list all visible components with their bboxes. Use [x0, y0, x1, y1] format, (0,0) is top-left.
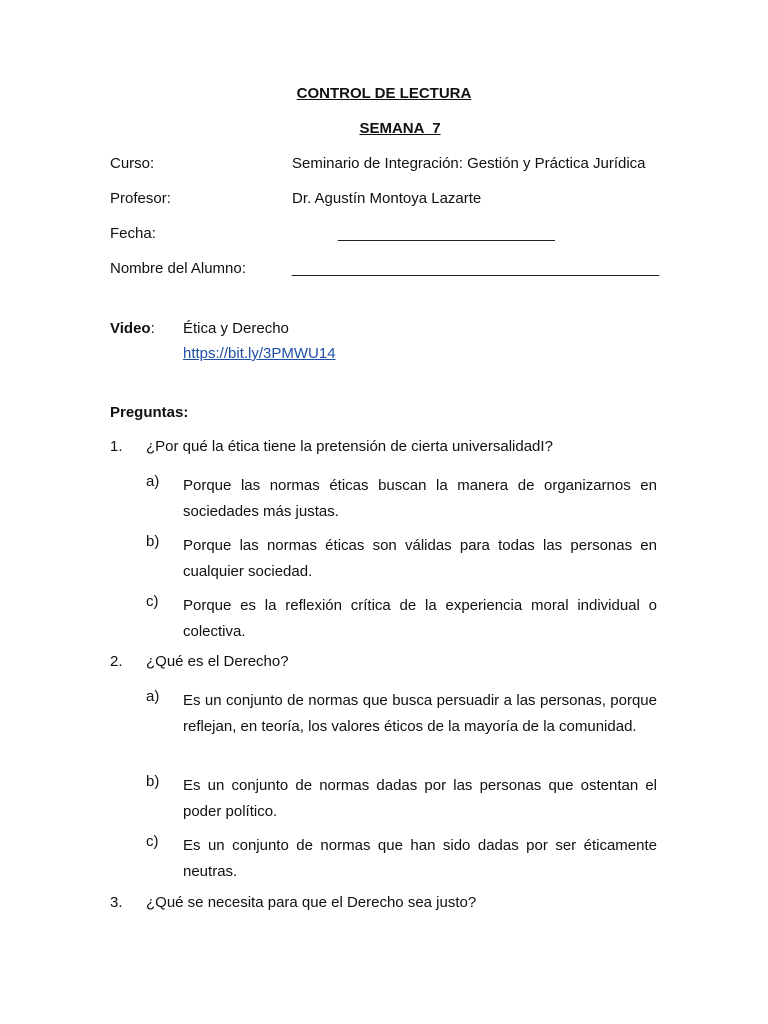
option-letter: c) — [146, 833, 159, 850]
profesor-row — [110, 190, 658, 210]
question-number: 2. — [110, 653, 123, 670]
question-text: ¿Qué es el Derecho? — [146, 653, 289, 670]
alumno-label: Nombre del Alumno: — [110, 260, 246, 277]
option-text: Es un conjunto de normas dadas por las personas que ostentan el poder político. — [183, 777, 657, 820]
profesor-label: Profesor: — [110, 190, 171, 207]
curso-row — [110, 155, 658, 175]
fecha-label: Fecha: — [110, 225, 156, 242]
option-text: Es un conjunto de normas que han sido dadas por ser éticamente neutras. — [183, 837, 657, 880]
option-text: Porque las normas éticas son válidas para todas las personas en cualquier sociedad. — [183, 537, 657, 580]
video-link[interactable]: https://bit.ly/3PMWU14 — [183, 345, 336, 362]
option-text: Porque las normas éticas buscan la manera de organizarnos en sociedades más justas. — [183, 477, 657, 520]
question-number: 1. — [110, 438, 123, 455]
document-title: CONTROL DE LECTURA — [296, 85, 472, 102]
option-text: Es un conjunto de normas que busca persuadir a las personas, porque reflejan, en teoría, los valores éticos de la mayoría de la comunidad. — [183, 692, 657, 735]
question-text: ¿Qué se necesita para que el Derecho sea justo? — [146, 894, 477, 911]
curso-label: Curso: — [110, 155, 155, 172]
alumno-row — [110, 260, 658, 280]
alumno-blank-line[interactable]: ____________________________________________ — [292, 260, 660, 277]
option-text: Porque es la reflexión crítica de la experiencia moral individual o colectiva. — [183, 597, 657, 640]
option-letter: b) — [146, 773, 160, 790]
profesor-value: Dr. Agustín Montoya Lazarte — [292, 190, 482, 207]
option-letter: a) — [146, 473, 160, 490]
preguntas-heading: Preguntas: — [110, 404, 189, 421]
option-letter: c) — [146, 593, 159, 610]
question-number: 3. — [110, 894, 123, 911]
week-label: SEMANA 7 — [359, 120, 441, 137]
video-title: Ética y Derecho — [183, 320, 289, 337]
option-letter: b) — [146, 533, 160, 550]
curso-value: Seminario de Integración: Gestión y Práctica Jurídica — [292, 155, 646, 172]
fecha-row — [110, 225, 658, 245]
fecha-blank-line[interactable]: __________________________ — [338, 225, 555, 242]
video-label: Video: — [110, 320, 155, 337]
question-text: ¿Por qué la ética tiene la pretensión de cierta universalidadI? — [146, 438, 553, 455]
document-subtitle — [0, 120, 768, 137]
option-letter: a) — [146, 688, 160, 705]
